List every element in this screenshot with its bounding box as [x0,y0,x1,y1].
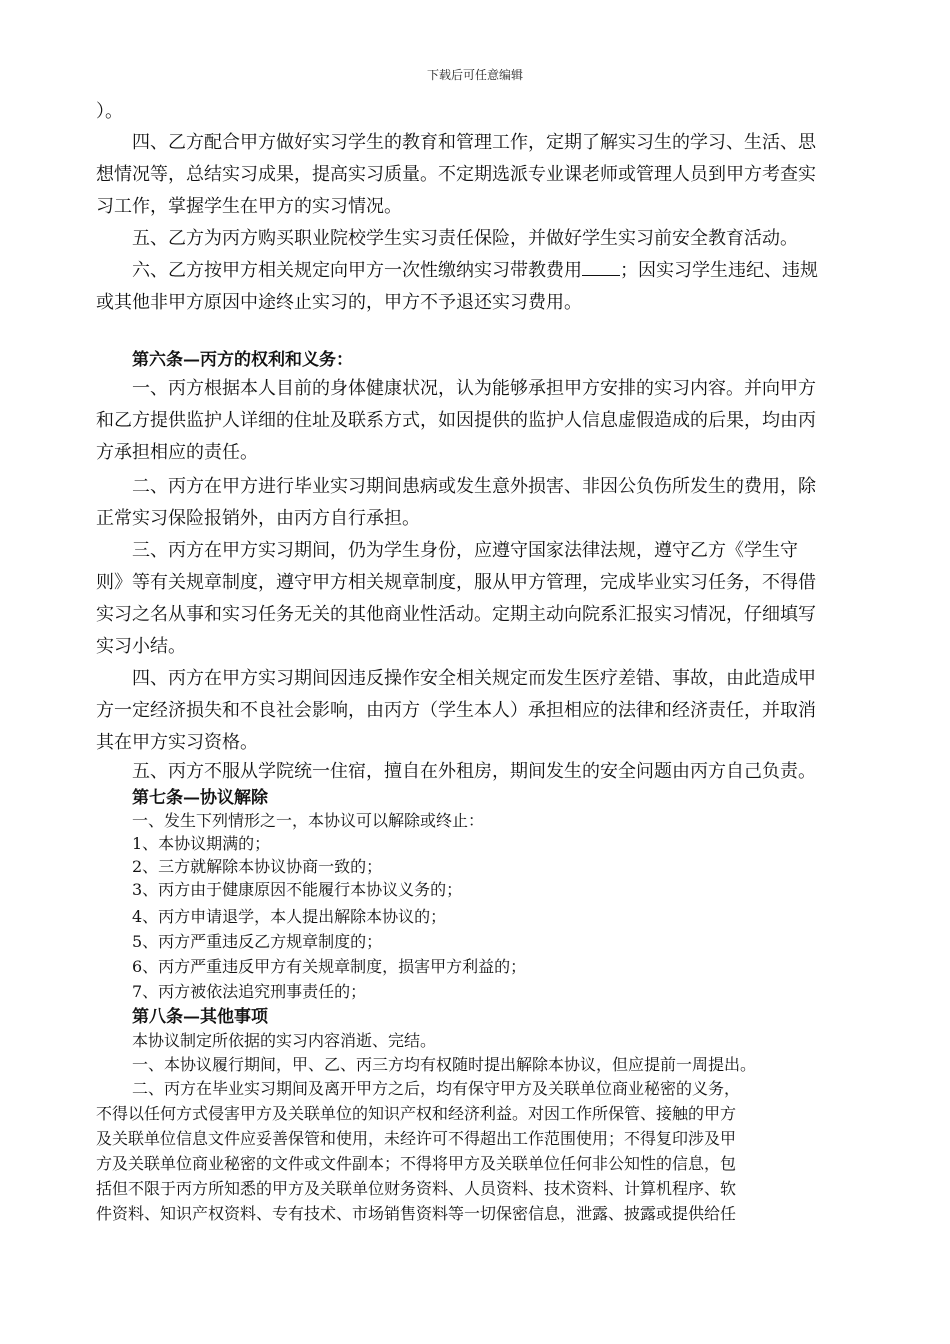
section-heading: 第六条—丙方的权利和义务： [132,350,353,370]
text-line: 实习之名从事和实习任务无关的其他商业性活动。定期主动向院系汇报实习情况，仔细填写 [96,604,816,625]
text-line: 四、乙方配合甲方做好实习学生的教育和管理工作，定期了解实习生的学习、生活、思 [132,132,816,153]
text-line: 五、乙方为丙方购买职业院校学生实习责任保险，并做好学生实习前安全教育活动。 [132,228,798,249]
list-item: 5、丙方严重违反乙方规章制度的； [132,932,383,951]
text-line: 四、丙方在甲方实习期间因违反操作安全相关规定而发生医疗差错、事故，由此造成甲 [132,668,816,689]
text-line: 不得以任何方式侵害甲方及关联单位的知识产权和经济利益。对因工作所保管、接触的甲方 [96,1104,737,1123]
text-line: 正常实习保险报销外，由丙方自行承担。 [96,508,420,529]
text-line: 二、丙方在毕业实习期间及离开甲方之后，均有保守甲方及关联单位商业秘密的义务， [132,1079,741,1098]
text-line: 方承担相应的责任。 [96,442,258,463]
text-line: 实习小结。 [96,636,186,657]
text-line: 五、丙方不服从学院统一住宿，擅自在外租房，期间发生的安全问题由丙方自己负责。 [132,761,816,782]
text-segment: 六、乙方按甲方相关规定向甲方一次性缴纳实习带教费用 [132,260,582,281]
section-heading: 第八条—其他事项 [132,1007,268,1027]
text-line: 方及关联单位商业秘密的文件或文件副本；不得将甲方及关联单位任何非公知性的信息，包 [96,1154,737,1173]
text-line: 及关联单位信息文件应妥善保管和使用，未经许可不得超出工作范围使用；不得复印涉及甲 [96,1129,737,1148]
section-heading: 第七条—协议解除 [132,788,268,808]
page-header: 下载后可任意编辑 [426,68,523,82]
text-line: 二、丙方在甲方进行毕业实习期间患病或发生意外损害、非因公负伤所发生的费用，除 [132,476,816,497]
text-line: 或其他非甲方原因中途终止实习的，甲方不予退还实习费用。 [96,292,582,313]
list-item: 4、丙方申请退学，本人提出解除本协议的； [132,907,447,926]
fee-blank [582,259,620,276]
text-line: 一、发生下列情形之一，本协议可以解除或终止： [132,811,485,830]
list-item: 2、三方就解除本协议协商一致的； [132,857,383,876]
text-line: 方一定经济损失和不良社会影响，由丙方（学生本人）承担相应的法律和经济责任，并取消 [96,700,816,721]
text-line: 其在甲方实习资格。 [96,732,258,753]
list-item: 7、丙方被依法追究刑事责任的； [132,982,367,1001]
text-line: 一、丙方根据本人目前的身体健康状况，认为能够承担甲方安排的实习内容。并向甲方 [132,378,816,399]
text-line: 习工作，掌握学生在甲方的实习情况。 [96,196,402,217]
text-segment: ；因实习学生违纪、违规 [620,260,818,281]
text-line [132,259,818,283]
text-line: 括但不限于丙方所知悉的甲方及关联单位财务资料、人员资料、技术资料、计算机程序、软 [96,1179,737,1198]
text-line: ）。 [96,101,123,122]
list-item: 6、丙方严重违反甲方有关规章制度，损害甲方利益的； [132,957,527,976]
text-line: 想情况等，总结实习成果，提高实习质量。不定期选派专业课老师或管理人员到甲方考查实 [96,164,816,185]
text-line: 一、本协议履行期间，甲、乙、丙三方均有权随时提出解除本协议，但应提前一周提出。 [132,1055,757,1074]
text-line: 三、丙方在甲方实习期间，仍为学生身份，应遵守国家法律法规，遵守乙方《学生守 [132,540,798,561]
text-line: 本协议制定所依据的实习内容消逝、完结。 [132,1031,437,1050]
text-line: 件资料、知识产权资料、专有技术、市场销售资料等一切保密信息，泄露、披露或提供给任 [96,1204,737,1223]
list-item: 3、丙方由于健康原因不能履行本协议义务的； [132,880,463,899]
text-line: 和乙方提供监护人详细的住址及联系方式，如因提供的监护人信息虚假造成的后果，均由丙 [96,410,816,431]
list-item: 1、本协议期满的； [132,834,271,853]
text-line: 则》等有关规章制度，遵守甲方相关规章制度，服从甲方管理，完成毕业实习任务，不得借 [96,572,816,593]
